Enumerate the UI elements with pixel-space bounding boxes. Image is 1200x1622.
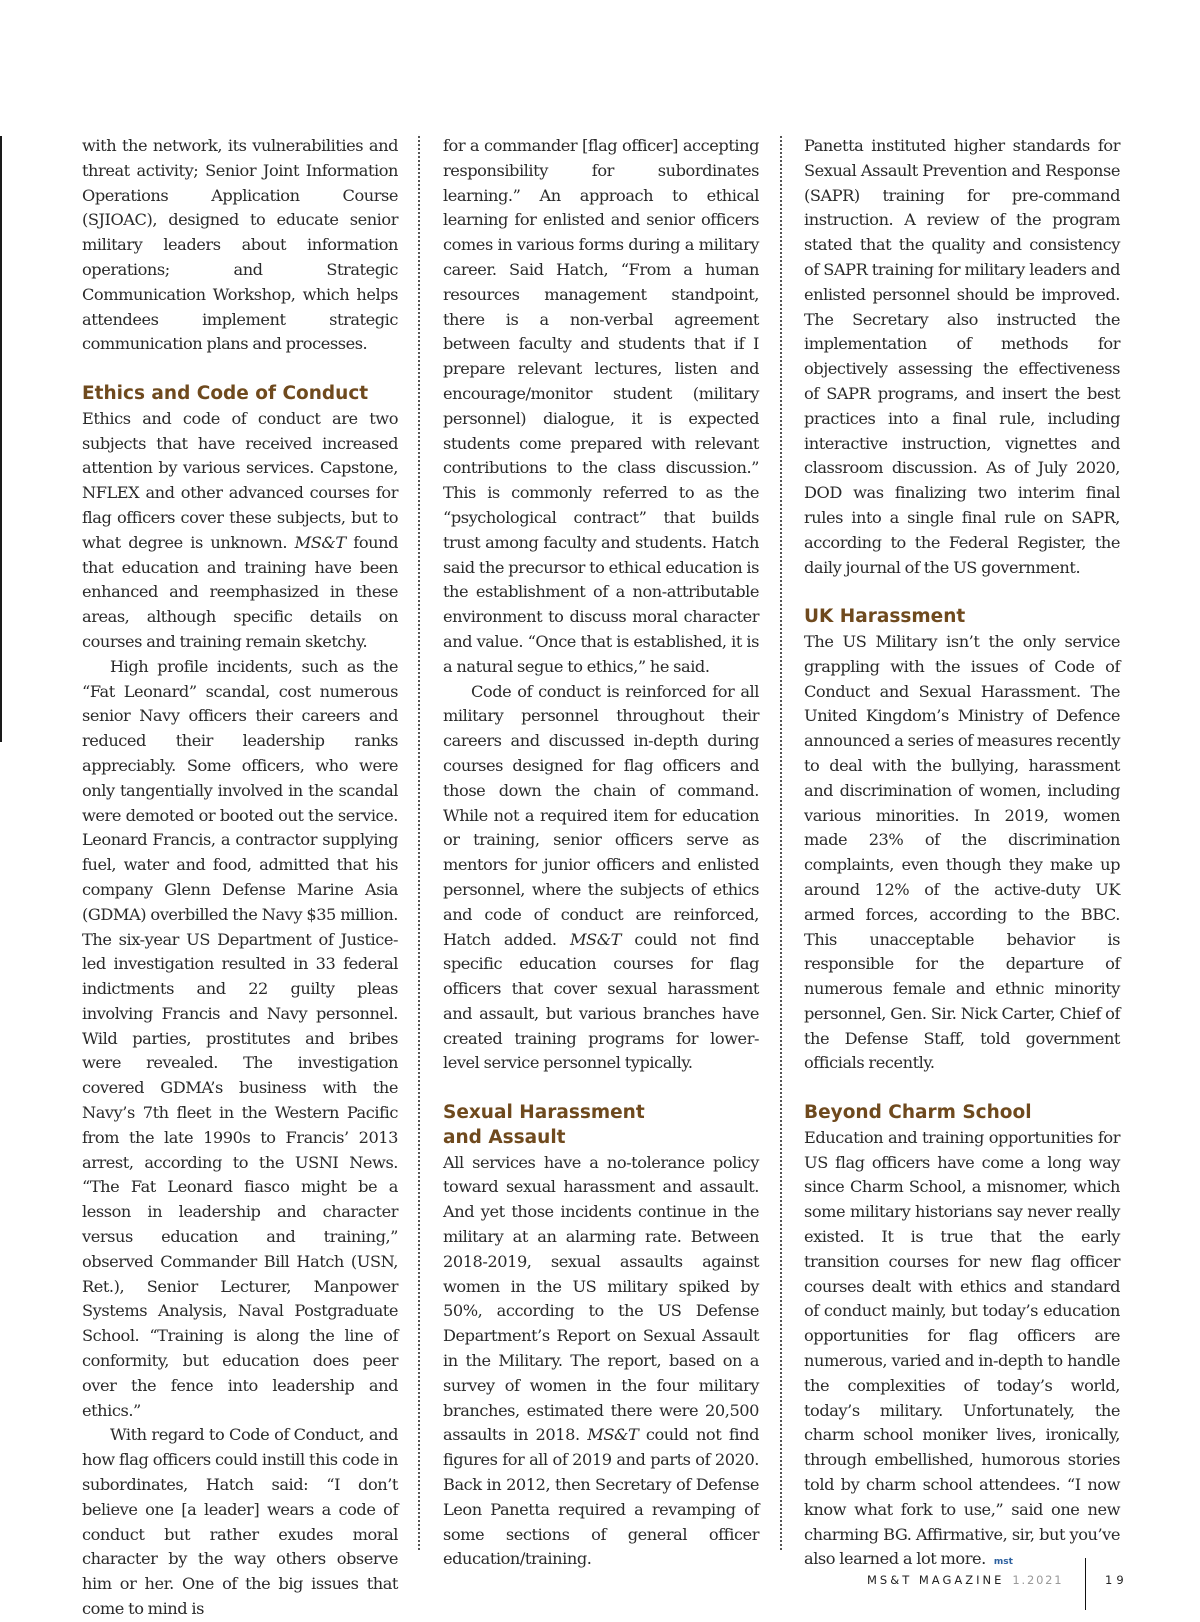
column-3: [804, 134, 1120, 1575]
paragraph: for a commander [flag officer] accepting responsibility for subordinates learning.” An approach to ethical learning for enlisted and senior officers comes in various forms during a military career. Said Hatch, “From a human resources management standpoint, there is a non-verbal agreement between faculty and students that if I prepare relevant lectures, listen and encourage/monitor student (military personnel) dialogue, it is expected students come prepared with relevant contributions to the class discussion.” This is commonly referred to as the “psychological contract” that builds trust among faculty and students. Hatch said the precursor to ethical education is the establishment of a non-attributable environment to discuss moral character and value. “Once that is established, it is a natural segue to ethics,” he said.: [443, 136, 759, 676]
footer-issue: 1.2021: [1012, 1573, 1064, 1587]
paragraph: Code of conduct is reinforced for all military personnel throughout their careers and discussed in-depth during courses designed for flag officers and those down the chain of command. While not a required item for education or training, senior officers serve as mentors for junior officers and enlisted personnel, where the subjects of ethics and code of conduct are reinforced, Hatch added. MS&T could not find specific education courses for flag officers that cover sexual harassment and assault, but various branches have created training programs for lower-level service personnel typically.: [443, 681, 759, 1073]
paragraph: The US Military isn’t the only service grappling with the issues of Code of Conduct and Sexual Harassment. The United Kingdom’s Ministry of Defence announced a series of measures recently to deal with the bullying, harassment and discrimination of women, including various minorities. In 2019, women made 23% of the discrimination complaints, even though they make up around 12% of the active-duty UK armed forces, according to the BBC. This unacceptable behavior is responsible for the departure of numerous female and ethnic minority personnel, Gen. Sir. Nick Carter, Chief of the Defense Staff, told government officials recently.: [804, 631, 1121, 1073]
section-heading-beyond-charm-school: Beyond Charm School: [804, 1102, 1032, 1124]
paragraph: Panetta instituted higher standards for Sexual Assault Prevention and Response (SAPR) training for pre-command instruction. A review of the program stated that the quality and consistency of SAPR training for military leaders and enlisted personnel should be improved. The Secretary also instructed the implementation of methods for objectively assessing the effectiveness of SAPR programs, and insert the best practices into a final rule, including interactive instruction, vignettes and classroom discussion. As of July 2020, DOD was finalizing two interim final rules into a single final rule on SAPR, according to the Federal Register, the daily journal of the US government.: [804, 136, 1120, 577]
column-divider: [780, 136, 782, 1550]
publication-name: MS&T: [569, 929, 622, 949]
column-1: [82, 134, 398, 1622]
section-heading-uk-harassment: UK Harassment: [804, 606, 966, 628]
publication-name: MS&T: [587, 1425, 639, 1445]
paragraph: High profile incidents, such as the “Fat Leonard” scandal, cost numerous senior Navy officers their careers and reduced their leadership ranks appreciably. Some officers, who were only tangentially involved in the scandal were demoted or booted out the service. Leonard Francis, a contractor supplying fuel, water and food, admitted that his company Glenn Defense Marine Asia (GDMA) overbilled the Navy $35 million. The six-year US Department of Justice-led investigation resulted in 33 federal indictments and 22 guilty pleas involving Francis and Navy personnel. Wild parties, prostitutes and bribes were revealed. The investigation covered GDMA’s business with the Navy’s 7th fleet in the Western Pacific from the late 1990s to Francis’ 2013 arrest, according to the USNI News. “The Fat Leonard fiasco might be a lesson in leadership and character versus education and training,” observed Commander Bill Hatch (USN, Ret.), Senior Lecturer, Manpower Systems Analysis, Naval Postgraduate School. “Training is along the line of conformity, but education does peer over the fence into leadership and ethics.”: [82, 656, 398, 1420]
footer-divider: [1085, 1558, 1086, 1610]
section-heading-sexual-harassment: Sexual Harassment and Assault: [443, 1102, 645, 1148]
paragraph: Ethics and code of conduct are two subjects that have received increased attention by various services. Capstone, NFLEX and other advanced courses for flag officers cover these subjects, but to what degree is unknown. MS&T found that education and training have been enhanced and reemphasized in these areas, although specific details on courses and training remain sketchy.: [82, 408, 398, 651]
column-2: [443, 134, 759, 1572]
paragraph: All services have a no-tolerance policy toward sexual harassment and assault. And yet those incidents continue in the military at an alarming rate. Between 2018-2019, sexual assaults against women in the US military spiked by 50%, according to the US Defense Department’s Report on Sexual Assault in the Military. The report, based on a survey of women in the four military branches, estimated there were 20,500 assaults in 2018. MS&T could not find figures for all of 2019 and parts of 2020. Back in 2012, then Secretary of Defense Leon Panetta required a revamping of some sections of general officer education/training.: [443, 1152, 759, 1569]
page-number: 19: [1105, 1573, 1128, 1587]
publication-name: MS&T: [294, 532, 346, 552]
page-edge-rule: [0, 136, 2, 742]
paragraph: Education and training opportunities for US flag officers have come a long way since Charm School, a misnomer, which some military historians say never really existed. It is true that the early transition courses for new flag officer courses dealt with ethics and standard of conduct mainly, but today’s education opportunities for flag officers are numerous, varied and in-depth to handle the complexities of today’s world, today’s military. Unfortunately, the charm school moniker lives, ironically, through embellished, humorous stories told by charm school attendees. “I now know what fork to use,” said one new charming BG. Affirmative, sir, but you’ve also learned a lot more. mst: [804, 1127, 1120, 1569]
section-heading-ethics: Ethics and Code of Conduct: [82, 382, 369, 404]
footer-magazine: MS&T MAGAZINE 1.2021: [867, 1573, 1064, 1587]
column-divider: [418, 136, 420, 1550]
paragraph: with the network, its vulnerabilities and threat activity; Senior Joint Information Operations Application Course (SJIOAC), designed to educate senior military leaders about information operations; and Strategic Communication Workshop, which helps attendees implement strategic communication plans and processes.: [82, 136, 398, 354]
end-mark-logo: mst: [993, 1557, 1013, 1568]
paragraph: With regard to Code of Conduct, and how flag officers could instill this code in subordinates, Hatch said: “I don’t believe one [a leader] wears a code of conduct but rather exudes moral character by the way others observe him or her. One of the big issues that come to mind is: [82, 1425, 398, 1619]
